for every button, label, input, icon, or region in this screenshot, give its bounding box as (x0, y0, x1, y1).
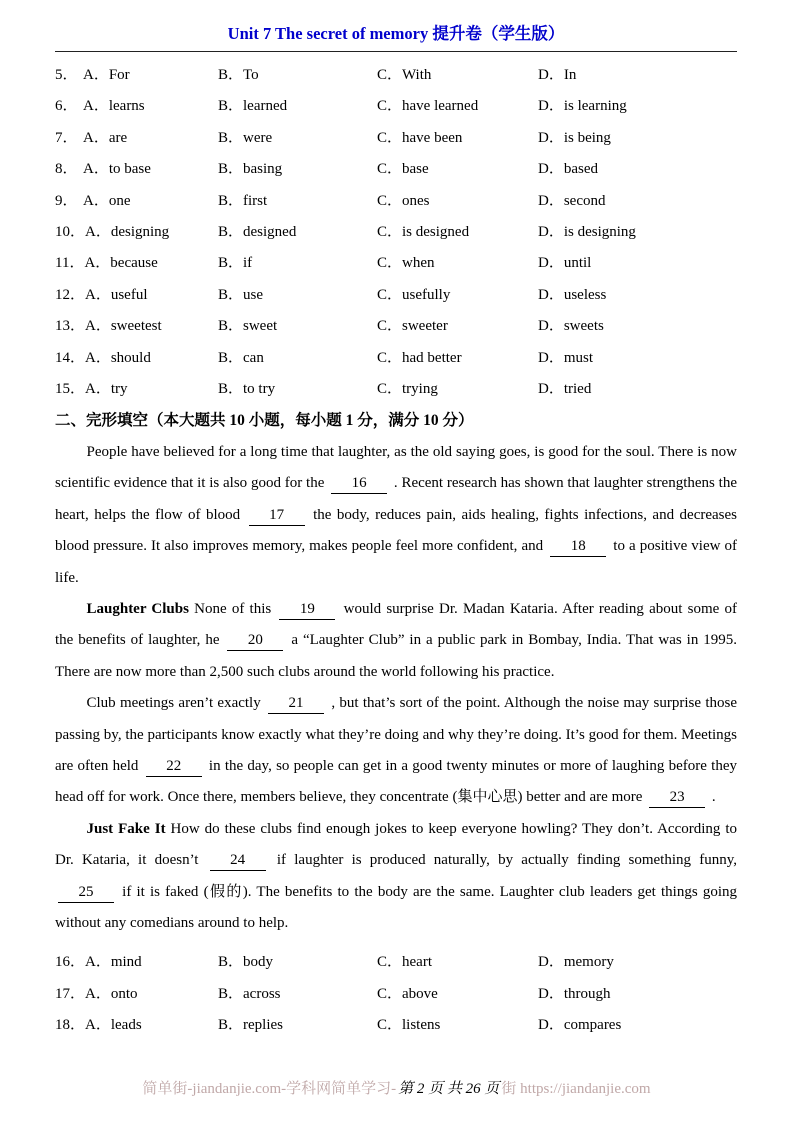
mcq-option-b: B．To (218, 67, 259, 83)
mcq-option-a: 8． A．to base (55, 154, 218, 185)
mcq-option-a: 14．A．should (55, 343, 218, 374)
cloze-blank-18: 18 (550, 536, 606, 557)
question-number: 8． (55, 161, 78, 178)
page-number: 第 2 页 共 26 页 (398, 1081, 500, 1097)
mcq-option-d: D．through (538, 985, 611, 1002)
mcq-option-d: D．second (538, 192, 606, 209)
cloze-text: Club meetings aren’t exactly (86, 695, 266, 712)
mcq-option-c: C．have learned (377, 98, 479, 115)
mcq-option-a: 10．A．designing (55, 217, 218, 248)
mcq-option-b: B．replies (218, 1017, 283, 1034)
mcq-option-c: C．ones (377, 192, 430, 209)
cloze-blank-16: 16 (331, 473, 387, 494)
question-number: 14． (55, 349, 86, 366)
cloze-blank-19: 19 (279, 599, 335, 620)
mcq-section-bottom (55, 947, 737, 1041)
mcq-option-b: B．sweet (218, 318, 278, 335)
mcq-option-d: D．until (538, 255, 592, 272)
question-number: 18． (55, 1017, 86, 1034)
mcq-option-a: 18．A．leads (55, 1010, 218, 1041)
mcq-row-13 (55, 311, 737, 342)
cloze-text: , but that’s sort of the point. Although the noise may surprise those passing by, the participants know exactly what they’re doing and why they’re doing. It’s good for them. Meetings are often held (55, 695, 737, 774)
mcq-option-b: B．if (218, 255, 253, 272)
cloze-text: if laughter is produced naturally, by actually finding something funny, (268, 852, 737, 869)
cloze-blank-23: 23 (649, 787, 705, 808)
mcq-row-12 (55, 280, 737, 311)
mcq-option-d: D．useless (538, 286, 607, 303)
mcq-option-a: 17．A．onto (55, 979, 218, 1010)
mcq-option-a: 11．A．because (55, 248, 218, 279)
cloze-text: the body, reduces pain, aids healing, fights infections, and decreases blood pressure. It also improves memory, makes people feel more confident, and (55, 506, 738, 555)
mcq-option-b: B．first (218, 192, 268, 209)
watermark-right: 街 https://jiandanjie.com (501, 1081, 651, 1097)
mcq-option-c: C．usefully (377, 286, 451, 303)
mcq-option-c: C．With (377, 67, 432, 83)
mcq-row-15 (55, 374, 737, 405)
mcq-option-d: D．compares (538, 1017, 622, 1034)
mcq-row-7 (55, 123, 737, 154)
question-number: 12． (55, 286, 86, 303)
mcq-option-a: 12．A．useful (55, 280, 218, 311)
mcq-option-c: C．sweeter (377, 318, 448, 335)
cloze-blank-17: 17 (249, 505, 305, 526)
mcq-option-a: 9． A．one (55, 186, 218, 217)
mcq-option-a: 16．A．mind (55, 947, 218, 978)
mcq-option-b: B．basing (218, 161, 283, 178)
mcq-option-c: C．had better (377, 349, 462, 366)
mcq-option-d: D．is designing (538, 224, 636, 241)
cloze-text: in the day, so people can get in a good twenty minutes or more of laughing before they head off for work. Once there, members believe, they concentrate (集中心思) better and are more (55, 757, 737, 806)
question-number: 9． (55, 192, 78, 209)
mcq-row-11 (55, 248, 737, 279)
cloze-blank-22: 22 (146, 756, 202, 777)
mcq-option-b: B．designed (218, 224, 297, 241)
cloze-paragraph (55, 437, 737, 594)
mcq-option-a: 6． A．learns (55, 91, 218, 122)
mcq-option-c: C．is designed (377, 224, 470, 241)
cloze-blank-21: 21 (268, 693, 324, 714)
page-title: Unit 7 The secret of memory 提升卷（学生版） (55, 20, 737, 52)
mcq-option-b: B．were (218, 129, 273, 146)
cloze-blank-24: 24 (210, 850, 266, 871)
cloze-blank-25: 25 (58, 882, 114, 903)
watermark-left: 简单街-jiandanjie.com-学科网简单学习- (142, 1081, 397, 1097)
mcq-option-c: C．listens (377, 1017, 441, 1034)
mcq-option-a: 5． A．For (55, 60, 218, 91)
cloze-paragraph (55, 814, 737, 940)
cloze-text: People have believed for a long time that laughter, as the old saying goes, is good for the soul. There is now scientific evidence that it is also good for the (55, 443, 737, 492)
mcq-row-6 (55, 91, 737, 122)
mcq-option-a: 13．A．sweetest (55, 311, 218, 342)
question-number: 13． (55, 318, 86, 335)
question-number: 17． (55, 985, 86, 1002)
mcq-row-9 (55, 186, 737, 217)
question-number: 15． (55, 381, 86, 398)
mcq-option-d: D．must (538, 349, 594, 366)
page-footer (0, 1077, 793, 1098)
mcq-section-top (55, 60, 737, 405)
cloze-text: None of this (188, 600, 277, 617)
question-number: 5． (55, 67, 78, 83)
mcq-option-d: D．is being (538, 129, 611, 146)
cloze-text: if it is faked (假的). The benefits to the body are the same. Laughter club leaders get things going without any comedians around to help. (55, 883, 737, 931)
question-number: 6． (55, 98, 78, 115)
cloze-text: . Recent research has shown that laughter strengthens the heart, helps the flow of blood (55, 475, 737, 523)
mcq-option-a: 15．A．try (55, 374, 218, 405)
cloze-paragraph (55, 688, 737, 814)
cloze-passage (55, 437, 737, 940)
mcq-option-b: B．to try (218, 381, 276, 398)
cloze-paragraph (55, 594, 737, 688)
mcq-option-b: B．can (218, 349, 264, 366)
mcq-option-d: D．based (538, 161, 598, 178)
mcq-option-a: 7． A．are (55, 123, 218, 154)
mcq-row-17 (55, 979, 737, 1010)
cloze-text: How do these clubs find enough jokes to keep everyone howling? They don’t. According to Dr. Kataria, it doesn’t (55, 820, 737, 869)
mcq-row-10 (55, 217, 737, 248)
mcq-option-b: B．across (218, 985, 281, 1002)
question-number: 7． (55, 129, 78, 146)
mcq-option-b: B．use (218, 286, 264, 303)
cloze-text: . (708, 789, 716, 806)
mcq-row-14 (55, 343, 737, 374)
mcq-option-d: D．In (538, 67, 577, 83)
cloze-blank-20: 20 (227, 630, 283, 651)
mcq-option-d: D．is learning (538, 98, 627, 115)
mcq-option-d: D．sweets (538, 318, 604, 335)
mcq-option-c: C．heart (377, 954, 432, 971)
mcq-option-c: C．base (377, 161, 429, 178)
cloze-subheading: Just Fake It (86, 820, 166, 837)
mcq-option-b: B．body (218, 954, 274, 971)
cloze-text: to a positive view of life. (55, 538, 738, 586)
cloze-text: would surprise Dr. Madan Kataria. After reading about some of the benefits of laughter, he (55, 600, 737, 649)
cloze-text: a “Laughter Club” in a public park in Bombay, India. That was in 1995. There are now more than 2,500 such clubs around the world following his practice. (55, 632, 738, 680)
mcq-row-8 (55, 154, 737, 185)
question-number: 10． (55, 224, 86, 241)
mcq-option-d: D．memory (538, 954, 614, 971)
mcq-row-16 (55, 947, 737, 978)
question-number: 16． (55, 954, 86, 971)
mcq-option-c: C．above (377, 985, 438, 1002)
section2-heading: 二、完形填空（本大题共 10 小题，每小题 1 分，满分 10 分） (55, 412, 474, 430)
mcq-option-c: C．trying (377, 381, 438, 398)
mcq-row-18 (55, 1010, 737, 1041)
mcq-option-b: B．learned (218, 98, 288, 115)
cloze-subheading: Laughter Clubs (86, 600, 189, 617)
mcq-row-5 (55, 60, 737, 91)
mcq-option-d: D．tried (538, 381, 592, 398)
mcq-option-c: C．have been (377, 129, 463, 146)
question-number: 11． (55, 255, 85, 272)
mcq-option-c: C．when (377, 255, 435, 272)
